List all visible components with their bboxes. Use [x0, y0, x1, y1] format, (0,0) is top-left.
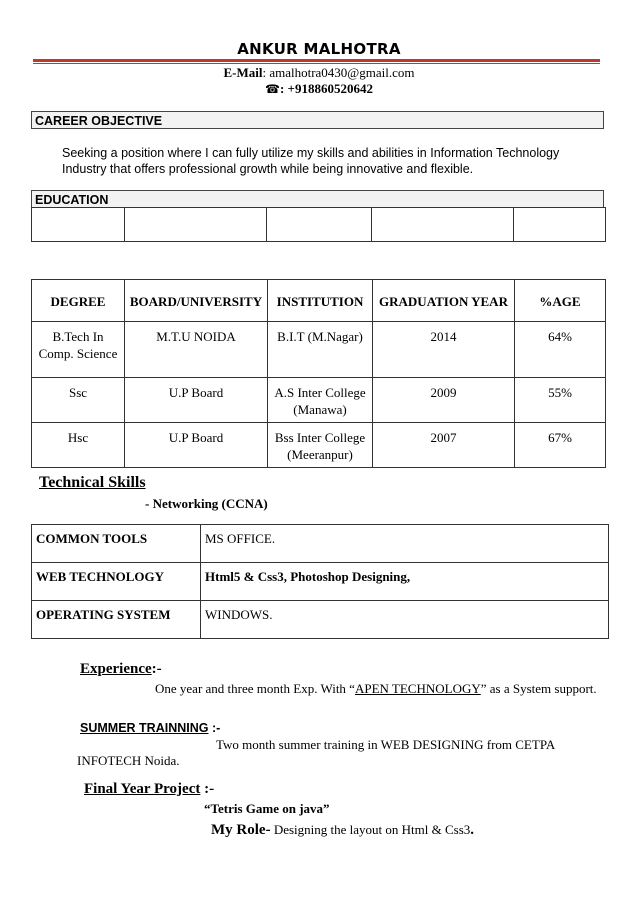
project-role [211, 822, 474, 839]
header-percentage: %AGE [515, 280, 606, 322]
experience-title: Experience [80, 661, 152, 677]
phone-value: : +918860520642 [279, 81, 373, 96]
year-cell: 2009 [373, 378, 515, 423]
board-cell: U.P Board [125, 423, 268, 468]
education-header-row [32, 280, 606, 322]
empty-cell [32, 208, 125, 242]
institution-line-2: (Meeranpur) [287, 447, 353, 462]
education-heading: EDUCATION [31, 190, 604, 208]
summer-training-suffix: :- [208, 721, 221, 735]
skill-value-web-technology: Html5 & Css3, Photoshop Designing, [201, 563, 609, 601]
project-role-text: Designing the layout on Html & Css3 [270, 822, 471, 837]
career-objective-heading: CAREER OBJECTIVE [31, 111, 604, 129]
career-line-2: Industry that offers professional growth while being innovative and flexible. [62, 162, 474, 176]
project-name: “Tetris Game on java” [204, 801, 330, 816]
education-empty-table [31, 207, 606, 242]
summer-training-line-1: Two month summer training in WEB DESIGNING from CETPA [216, 737, 556, 752]
skill-label-web-technology: WEB TECHNOLOGY [32, 563, 201, 601]
institution-cell: B.I.T (M.Nagar) [268, 322, 373, 378]
summer-training-line-2: INFOTECH Noida. [77, 753, 180, 768]
final-year-project-title: Final Year Project [84, 781, 201, 797]
institution-cell [268, 423, 373, 468]
email-value[interactable]: : amalhotra0430@gmail.com [262, 65, 415, 80]
board-cell: M.T.U NOIDA [125, 322, 268, 378]
table-row [32, 378, 606, 423]
experience-text [155, 681, 597, 697]
degree-cell [32, 322, 125, 378]
technical-skills-heading: Technical Skills [39, 474, 146, 491]
final-year-project-heading [84, 781, 214, 798]
degree-cell: Ssc [32, 378, 125, 423]
percentage-cell: 67% [515, 423, 606, 468]
project-role-label: My Role- [211, 822, 271, 838]
summer-training-title: SUMMER TRAINNING [80, 721, 209, 735]
experience-suffix: :- [151, 661, 162, 677]
resume-name: ANKUR MALHOTRA [237, 40, 401, 58]
phone-line [0, 81, 638, 97]
experience-company: APEN TECHNOLOGY [354, 681, 481, 696]
header-graduation-year: GRADUATION YEAR [373, 280, 515, 322]
header-divider-thin [33, 63, 600, 64]
degree-line-1: B.Tech In [52, 329, 104, 344]
header-institution: INSTITUTION [268, 280, 373, 322]
year-cell: 2007 [373, 423, 515, 468]
table-row [32, 601, 609, 639]
final-year-project-suffix: :- [200, 781, 215, 797]
degree-line-2: Comp. Science [38, 346, 118, 361]
board-cell: U.P Board [125, 378, 268, 423]
education-table [31, 279, 606, 468]
year-cell: 2014 [373, 322, 515, 378]
empty-cell [125, 208, 267, 242]
career-objective-text [62, 145, 602, 177]
institution-cell [268, 378, 373, 423]
skills-table [31, 524, 609, 639]
summer-training-heading [80, 721, 220, 735]
table-row [32, 525, 609, 563]
header-divider [33, 59, 600, 62]
project-role-end: . [470, 822, 475, 838]
experience-text-after: ” as a System support. [480, 681, 597, 696]
skill-label-common-tools: COMMON TOOLS [32, 525, 201, 563]
skill-label-operating-system: OPERATING SYSTEM [32, 601, 201, 639]
phone-icon: ☎ [265, 82, 280, 96]
skill-value-common-tools: MS OFFICE. [201, 525, 609, 563]
institution-line-1: A.S Inter College [274, 385, 366, 400]
institution-line-1: Bss Inter College [274, 430, 366, 445]
networking-skill: - Networking (CCNA) [145, 496, 268, 511]
email-line [0, 65, 638, 81]
institution-line-2: (Manawa) [293, 402, 347, 417]
career-line-1: Seeking a position where I can fully utilize my skills and abilities in Information Technology [62, 146, 560, 160]
percentage-cell: 64% [515, 322, 606, 378]
experience-text-before: One year and three month Exp. With “ [155, 681, 355, 696]
email-label: E-Mail [223, 65, 263, 80]
experience-heading [80, 661, 162, 678]
table-row [32, 563, 609, 601]
header-degree: DEGREE [32, 280, 125, 322]
percentage-cell: 55% [515, 378, 606, 423]
table-row [32, 423, 606, 468]
empty-cell [514, 208, 606, 242]
header-board: BOARD/UNIVERSITY [125, 280, 268, 322]
skill-value-operating-system: WINDOWS. [201, 601, 609, 639]
degree-cell: Hsc [32, 423, 125, 468]
empty-cell [267, 208, 372, 242]
empty-cell [372, 208, 514, 242]
table-row [32, 322, 606, 378]
